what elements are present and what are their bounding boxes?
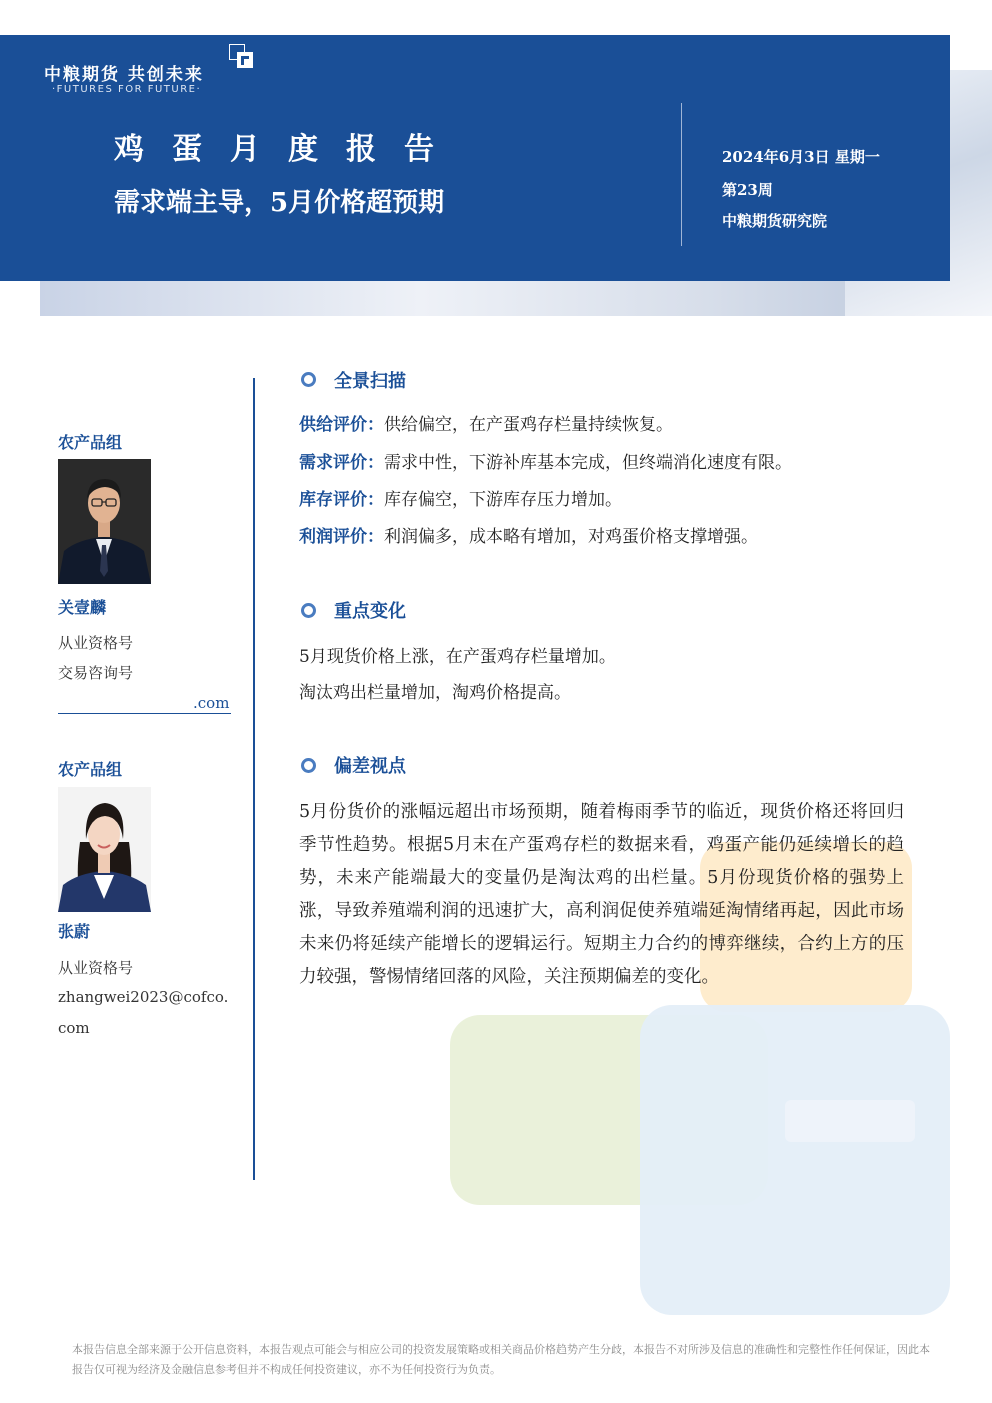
logo-icon bbox=[229, 44, 255, 70]
analyst-group: 农产品组 bbox=[58, 760, 123, 779]
change-line: 5月现货价格上涨，在产蛋鸡存栏量增加。 bbox=[299, 647, 616, 667]
evaluation-label: 利润评价： bbox=[299, 527, 384, 547]
evaluation-label: 需求评价： bbox=[299, 453, 384, 473]
section-bullet-icon bbox=[301, 603, 316, 618]
report-subtitle: 需求端主导，5月价格超预期 bbox=[114, 188, 445, 218]
sidebar-divider bbox=[253, 378, 255, 1180]
evaluation-profit bbox=[299, 522, 758, 547]
header-divider bbox=[681, 103, 682, 246]
evaluation-demand bbox=[299, 448, 792, 473]
analyst-photo bbox=[58, 787, 151, 912]
analyst-email[interactable]: .com bbox=[193, 694, 230, 712]
analyst-name: 关壹麟 bbox=[58, 598, 107, 617]
evaluation-inventory bbox=[299, 485, 622, 510]
section-title-bias: 偏差视点 bbox=[334, 756, 406, 777]
evaluation-text: 需求中性，下游补库基本完成，但终端消化速度有限。 bbox=[384, 453, 792, 473]
decorative-block-blue bbox=[640, 1005, 950, 1315]
bias-paragraph: 5月份货价的涨幅远超出市场预期，随着梅雨季节的临近，现货价格还将回归季节性趋势。根据5月末在产蛋鸡存栏的数据来看，鸡蛋产能仍延续增长的趋势，未来产能端最大的变量仍是淘汰鸡的出栏量。5月份现货价格的强势上涨，导致养殖端利润的迅速扩大，高利润促使养殖端延淘情绪再起，因此市场未来仍将延续产能增长的逻辑运行。短期主力合约的博弈继续，合约上方的压力较强，警惕情绪回落的风险，关注预期偏差的变化。 bbox=[299, 802, 904, 987]
report-week: 第23周 bbox=[722, 181, 773, 199]
analyst-email[interactable]: zhangwei2023@cofco. bbox=[58, 988, 229, 1006]
analyst-name: 张蔚 bbox=[58, 922, 91, 941]
analyst-qualification: 从业资格号 bbox=[58, 634, 134, 652]
analyst-photo bbox=[58, 459, 151, 584]
section-title-overview: 全景扫描 bbox=[334, 371, 406, 392]
report-title: 鸡蛋月度报告 bbox=[114, 132, 462, 167]
analyst-qualification: 从业资格号 bbox=[58, 959, 134, 977]
company-logo-text: 中粮期货 共创未来 bbox=[44, 65, 204, 85]
evaluation-supply bbox=[299, 410, 673, 435]
section-bullet-icon bbox=[301, 758, 316, 773]
email-underline bbox=[58, 713, 231, 714]
report-date: 2024年6月3日 星期一 bbox=[722, 148, 880, 166]
evaluation-text: 库存偏空，下游库存压力增加。 bbox=[384, 490, 622, 510]
evaluation-text: 利润偏多，成本略有增加，对鸡蛋价格支撑增强。 bbox=[384, 527, 758, 547]
section-title-changes: 重点变化 bbox=[334, 601, 406, 622]
section-bullet-icon bbox=[301, 372, 316, 387]
footer-disclaimer: 本报告信息全部来源于公开信息资料，本报告观点可能会与相应公司的投资发展策略或相关商品价格趋势产生分歧，本报告不对所涉及信息的准确性和完整性作任何保证，因此本报告仅可视为经济及金融信息参考但并不构成任何投资建议，亦不为任何投资行为负责。 bbox=[72, 1343, 930, 1376]
analyst-email-continued[interactable]: com bbox=[58, 1019, 90, 1037]
decorative-block-highlight bbox=[785, 1100, 915, 1142]
evaluation-text: 供给偏空，在产蛋鸡存栏量持续恢复。 bbox=[384, 415, 673, 435]
analyst-consulting-number: 交易咨询号 bbox=[58, 664, 134, 682]
change-line: 淘汰鸡出栏量增加，淘鸡价格提高。 bbox=[299, 683, 571, 703]
analyst-group: 农产品组 bbox=[58, 433, 123, 452]
evaluation-label: 供给评价： bbox=[299, 415, 384, 435]
evaluation-label: 库存评价： bbox=[299, 490, 384, 510]
institute-name: 中粮期货研究院 bbox=[722, 212, 828, 230]
company-slogan: ·FUTURES FOR FUTURE· bbox=[52, 84, 202, 95]
